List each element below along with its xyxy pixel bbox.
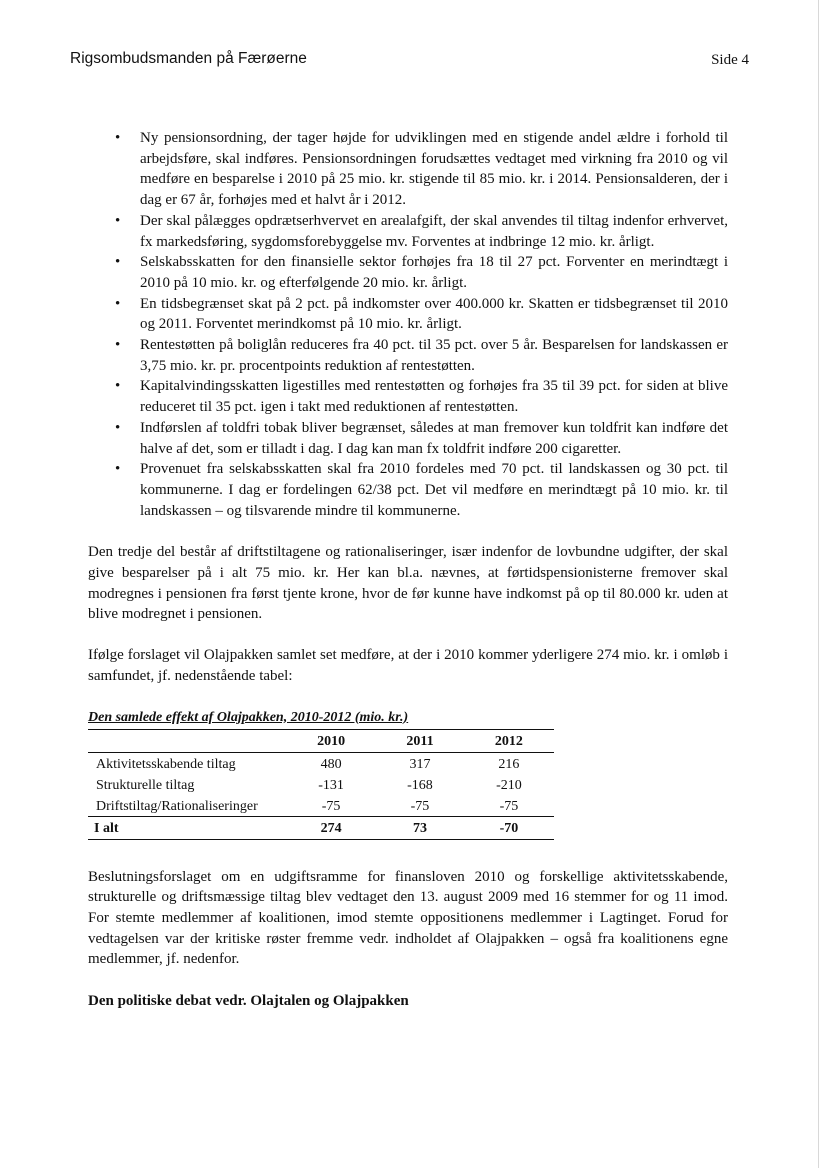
list-item bbox=[88, 418, 728, 459]
effect-table bbox=[88, 729, 554, 840]
list-item bbox=[88, 376, 728, 417]
table-cell: 317 bbox=[409, 756, 431, 772]
table-cell: 274 bbox=[286, 816, 376, 839]
list-item bbox=[88, 252, 728, 293]
paragraph-vote: Beslutningsforslaget om en udgiftsramme for finansloven 2010 og forskellige aktivitetsskabende, strukturelle og driftsmæssige tiltag blev vedtaget den 13. august 2009 med 16 stemmer for og 11 imod. For stemte medlemmer af koalitionen, imod stemte oppositionens medlemmer i Lagtinget. Forud for vedtagelsen var der kritiske røster fremme vedr. indholdet af Olajpakken – også fra koalitionens egne medlemmer, jf. nedenfor. bbox=[88, 868, 728, 968]
list-item-text: Indførslen af toldfri tobak bliver begrænset, således at man fremover kun toldfrit kan indføre det halve af det, som er tilladt i dag. I dag kan man fx toldfrit indføre 200 cigaretter. bbox=[140, 419, 728, 457]
table-row bbox=[88, 795, 554, 817]
table-cell: 73 bbox=[376, 816, 464, 839]
column-header: 2012 bbox=[464, 729, 554, 752]
list-item-text: Ny pensionsordning, der tager højde for udviklingen med en stigende andel ældre i forhold til arbejdsføre, skal indføres. Pensionsordningen forudsættes vedtaget med virkning fra 2010 og vil medføre en besparelse i 2010 på 25 mio. kr. stigende til 85 mio. kr. i 2014. Pensionsalderen, der i dag er 67 år, forhøjes med et halvt år i 2012. bbox=[140, 130, 728, 209]
table-cell: -131 bbox=[318, 777, 344, 793]
list-item bbox=[88, 211, 728, 252]
table-header-row bbox=[88, 729, 554, 752]
row-label: Driftstiltag/Rationaliseringer bbox=[96, 798, 258, 814]
bullet-icon: • bbox=[115, 461, 121, 478]
column-header: 2010 bbox=[286, 729, 376, 752]
table-row bbox=[88, 752, 554, 774]
table-cell: 480 bbox=[320, 756, 342, 772]
table-row bbox=[88, 774, 554, 795]
list-item bbox=[88, 128, 728, 211]
paragraph-drift: Den tredje del består af driftstiltagene og rationaliseringer, især indenfor de lovbundne udgifter, der skal give besparelser på i alt 75 mio. kr. Her kan bl.a. nævnes, at førtidspensionisterne fremover skal modregnes i pensionen fra først tjente krone, hvor de før kunne have indkomst på op til 80.000 kr. uden at blive modregnet i pensionen. bbox=[88, 544, 728, 623]
row-label: Strukturelle tiltag bbox=[96, 777, 195, 793]
paragraph-olajpakken: Ifølge forslaget vil Olajpakken samlet set medføre, at der i 2010 kommer yderligere 274 mio. kr. i omløb i samfundet, jf. nedenstående tabel: bbox=[88, 647, 728, 684]
list-item-text: Rentestøtten på boliglån reduceres fra 40 pct. til 35 pct. over 5 år. Besparelsen for landskassen er 3,75 mio. kr. pr. procentpoints reduktion af rentestøtten. bbox=[140, 337, 728, 374]
bullet-list bbox=[88, 128, 728, 521]
list-item-text: Provenuet fra selskabsskatten skal fra 2010 fordeles med 70 pct. til landskassen og 30 pct. til kommunerne. I dag er fordelingen 62/38 pct. Det vil medføre en merindtægt på 10 mio. kr. til landskassen – og tilsvarende mindre til kommunerne. bbox=[140, 461, 728, 519]
list-item bbox=[88, 294, 728, 335]
table-cell: 216 bbox=[498, 756, 520, 772]
bullet-icon: • bbox=[115, 378, 121, 395]
row-label: Aktivitetsskabende tiltag bbox=[96, 756, 236, 772]
header-organization: Rigsombudsmanden på Færøerne bbox=[70, 50, 307, 67]
bullet-icon: • bbox=[115, 254, 121, 271]
row-label: I alt bbox=[88, 816, 286, 839]
list-item-text: Selskabsskatten for den finansielle sektor forhøjes fra 18 til 27 pct. Forventer en merindtægt i 2010 på 10 mio. kr. og efterfølgende 20 mio. kr. årligt. bbox=[140, 254, 728, 291]
table-title: Den samlede effekt af Olajpakken, 2010-2012 (mio. kr.) bbox=[88, 709, 409, 725]
column-header: 2011 bbox=[376, 729, 464, 752]
table-cell: -75 bbox=[410, 798, 430, 814]
table-cell: -75 bbox=[499, 798, 519, 814]
table-cell: -210 bbox=[496, 777, 522, 793]
list-item-text: En tidsbegrænset skat på 2 pct. på indkomster over 400.000 kr. Skatten er tidsbegrænset til 2010 og 2011. Forventet merindkomst på 10 mio. kr. årligt. bbox=[140, 295, 728, 333]
bullet-icon: • bbox=[115, 337, 121, 354]
table-cell: -75 bbox=[321, 798, 341, 814]
column-header bbox=[88, 729, 286, 752]
list-item bbox=[88, 459, 728, 521]
page-number: Side 4 bbox=[711, 52, 749, 68]
section-heading: Den politiske debat vedr. Olajtalen og Olajpakken bbox=[88, 993, 409, 1010]
bullet-icon: • bbox=[115, 295, 121, 312]
table-cell: -168 bbox=[407, 777, 433, 793]
bullet-icon: • bbox=[115, 130, 121, 146]
effect-table-section bbox=[88, 709, 558, 840]
list-item-text: Kapitalvindingsskatten ligestilles med rentestøtten og forhøjes fra 35 til 39 pct. for siden at blive reduceret til 35 pct. igen i takt med reduktionen af rentestøtten. bbox=[140, 378, 728, 416]
bullet-icon: • bbox=[115, 419, 121, 436]
page-edge-line bbox=[818, 0, 819, 1168]
document-body bbox=[88, 128, 728, 1012]
table-cell: -70 bbox=[464, 816, 554, 839]
bullet-icon: • bbox=[115, 212, 121, 229]
list-item bbox=[88, 335, 728, 376]
table-total-row bbox=[88, 816, 554, 839]
list-item-text: Der skal pålægges opdrætserhvervet en arealafgift, der skal anvendes til tiltag indenfor erhvervet, fx markedsføring, sygdomsforebyggelse mv. Forventes at indbringe 12 mio. kr. årligt. bbox=[140, 212, 728, 250]
